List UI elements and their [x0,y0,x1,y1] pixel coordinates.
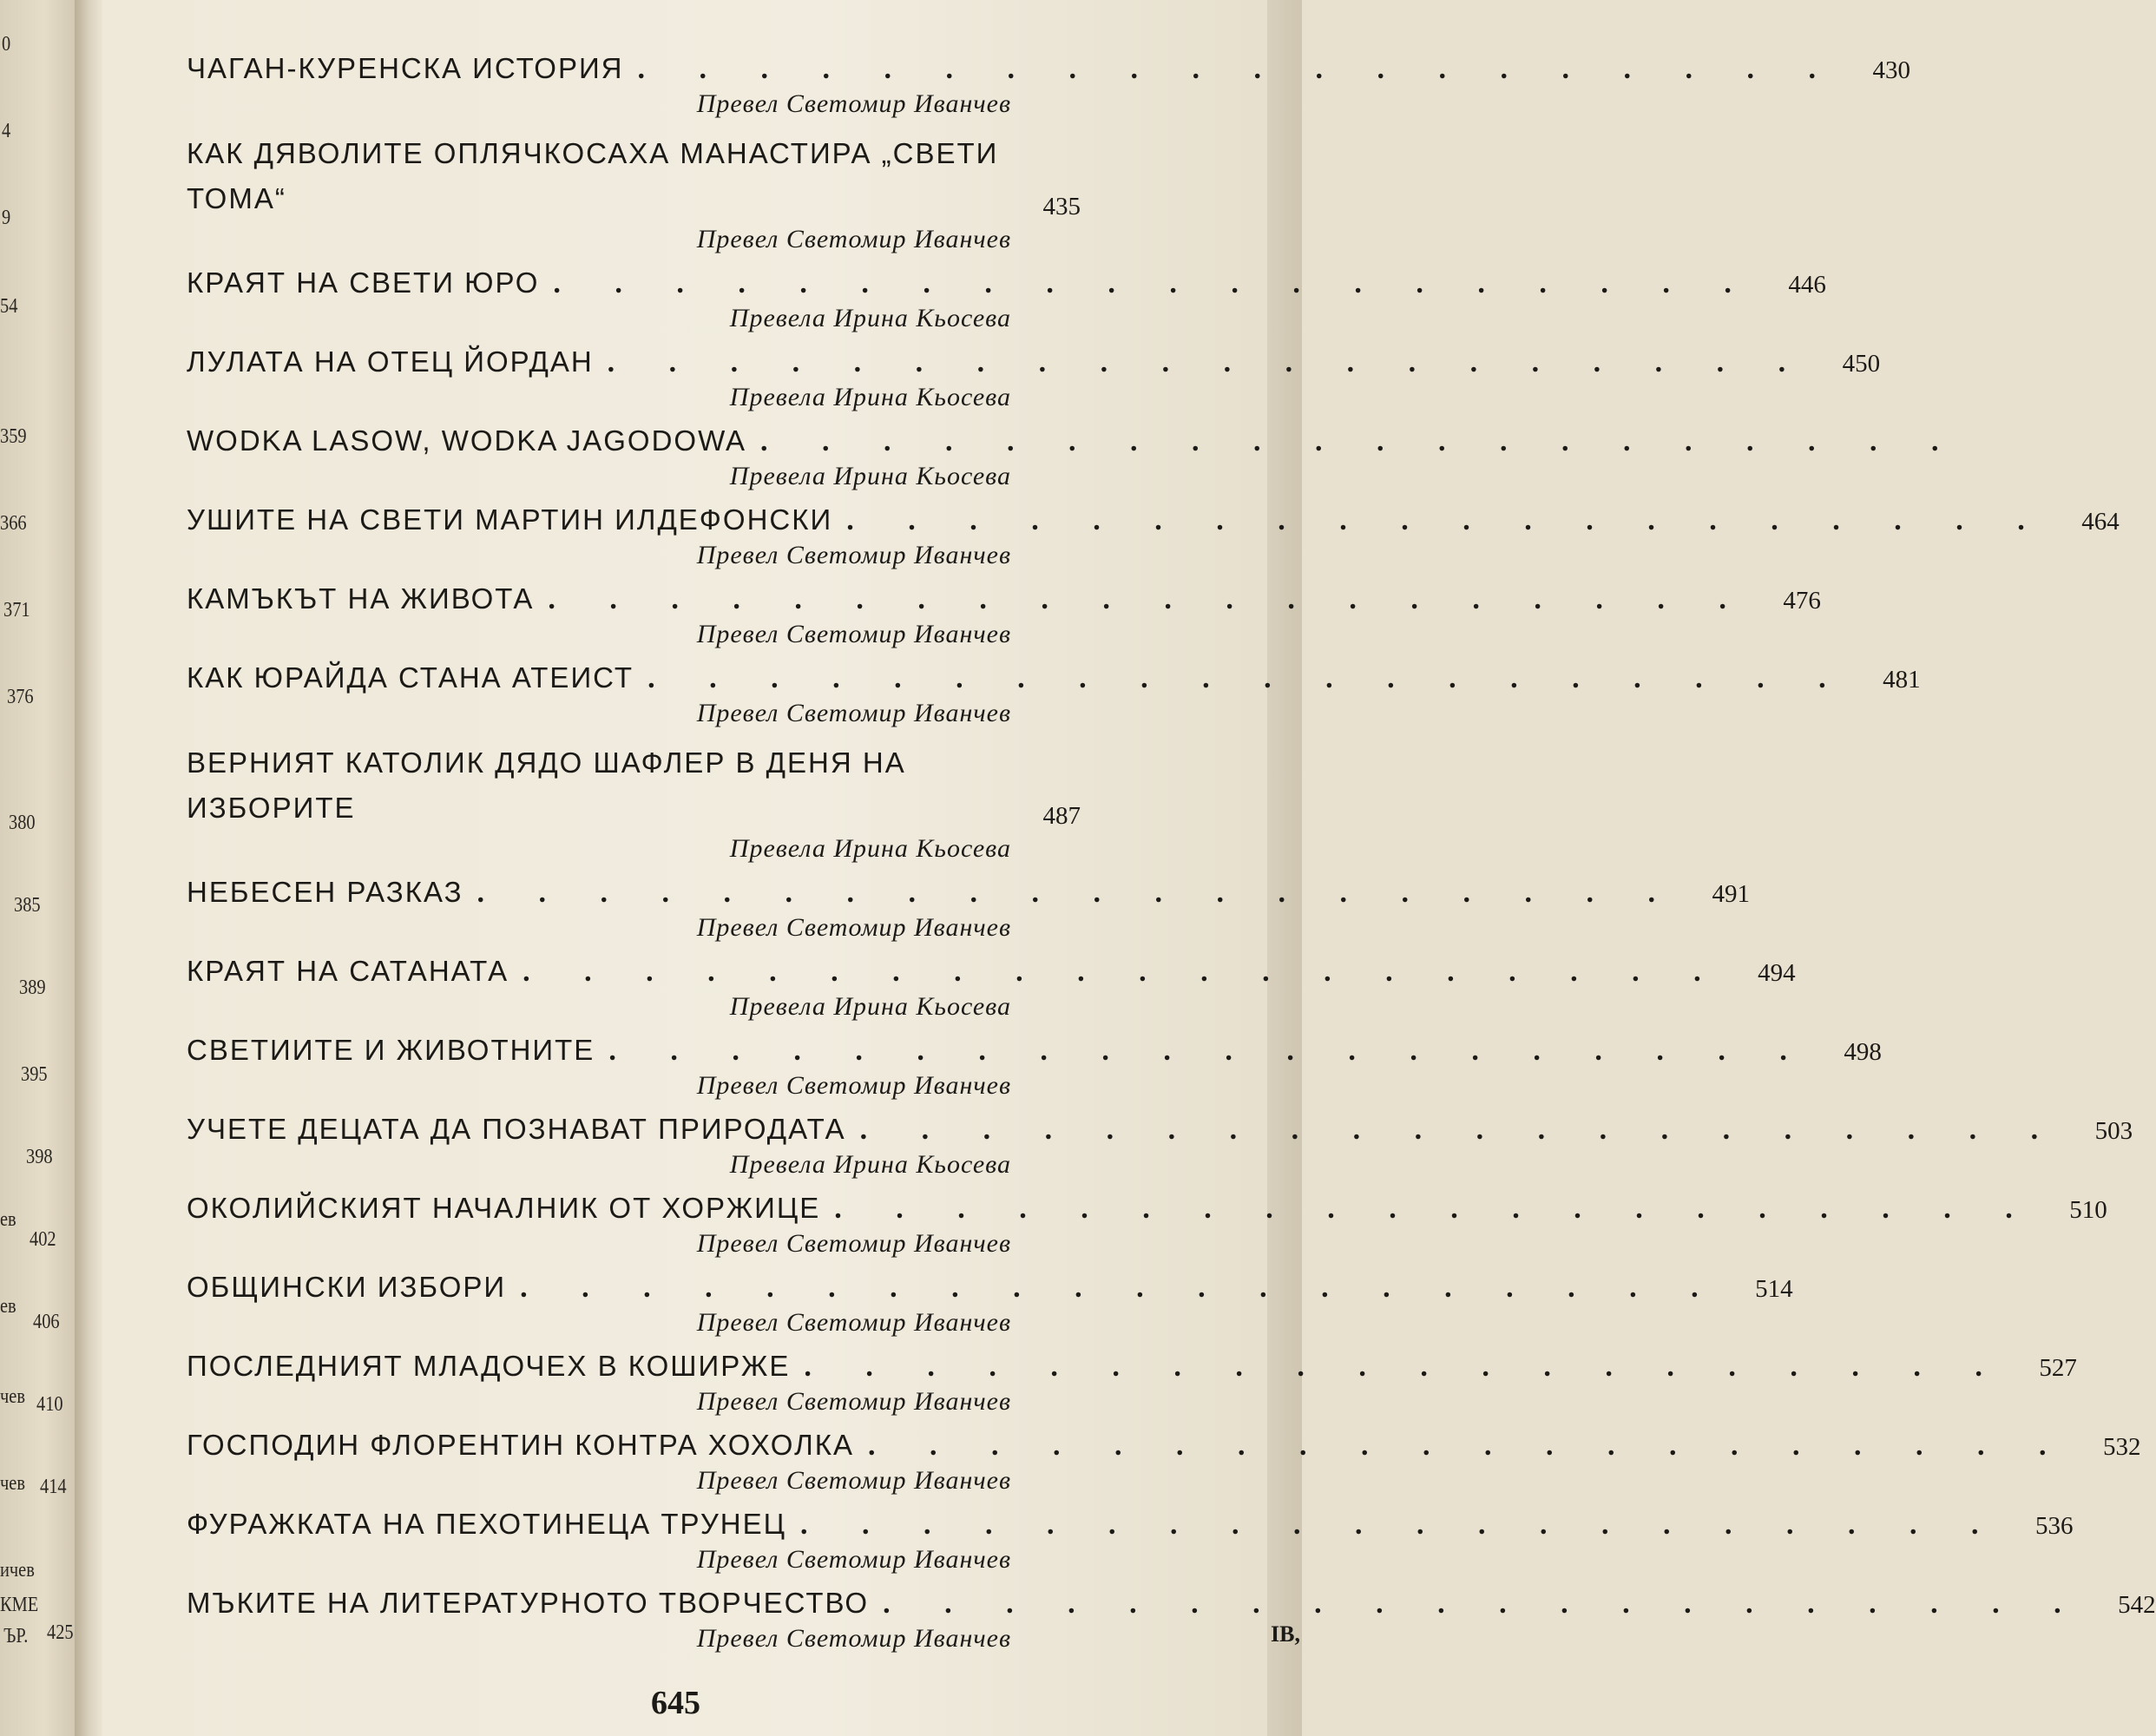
entry-page: 542 [2118,1591,2156,1619]
toc-entry [187,1192,2107,1259]
entry-title: ОКОЛИЙСКИЯТ НАЧАЛНИК ОТ ХОРЖИЦЕ [187,1192,821,1224]
entry-title: СВЕТИИТЕ И ЖИВОТНИТЕ [187,1034,595,1066]
leader-dots: . . . . . . . . . . . . . . . . . . . . [553,267,1755,299]
leader-dots: . . . . . . . . . . . . . . . . . . . . [523,956,1725,988]
toc-entry [187,876,1751,943]
entry-title: ЛУЛАТА НА ОТЕЦ ЙОРДАН [187,345,594,378]
leader-dots: . . . . . . . . . . . . . . . . . . . . [607,346,1810,378]
facing-page-number: 398 [26,1146,53,1168]
entry-page: 498 [1844,1038,1882,1066]
facing-page-number: 414 [40,1476,67,1498]
entry-title: КАК ДЯВОЛИТЕ ОПЛЯЧКОСАХА МАНАСТИРА „СВЕТИ ТОМА“ [187,137,999,214]
entry-translator: Превел Светомир Иванчев [696,89,1011,118]
leader-dots: . . . . . . . . . . . . . . . . . . . . [834,1193,2036,1225]
leader-dots: . . . . . . . . . . . . . . . . . . . . [760,425,1962,457]
entry-translator: Превел Светомир Иванчев [696,225,1011,253]
entry-page: 494 [1758,959,1796,987]
toc-entry [187,266,1826,333]
entry-translator: Превела Ирина Кьосева [729,992,1011,1021]
toc-entry [187,582,1821,649]
leader-dots: . . . . . . . . . . . . . . . . . . . . [883,1588,2085,1620]
entry-title: НЕБЕСЕН РАЗКАЗ [187,876,463,908]
entry-translator: Превел Светомир Иванчев [696,913,1011,942]
toc-entry [187,740,1185,864]
entry-page: 536 [2035,1512,2074,1540]
entry-page: 464 [2081,508,2120,536]
facing-page-fragment: чев [0,1385,25,1408]
entry-title: ГОСПОДИН ФЛОРЕНТИН КОНТРА ХОХОЛКА [187,1429,854,1461]
entry-page: 481 [1883,666,1921,694]
entry-page: 430 [1872,56,1911,84]
entry-translator: Превела Ирина Кьосева [729,383,1011,411]
entry-page: 510 [2069,1196,2107,1224]
toc-entry [187,503,2120,570]
facing-page-number: 410 [36,1393,63,1416]
leader-dots: . . . . . . . . . . . . . . . . . . . . [804,1351,2006,1383]
entry-title: КАМЪКЪТ НА ЖИВОТА [187,582,535,615]
entry-title: УШИТЕ НА СВЕТИ МАРТИН ИЛДЕФОНСКИ [187,503,833,536]
toc-entry [187,345,1881,412]
entry-page: 527 [2039,1354,2077,1382]
facing-page-number: 9 [2,207,11,229]
entry-translator: Превела Ирина Кьосева [729,304,1011,332]
entry-title: КРАЯТ НА СВЕТИ ЮРО [187,266,540,299]
facing-page-fragment: ев [0,1208,16,1231]
leader-dots: . . . . . . . . . . . . . . . . . . . . [859,1114,2062,1146]
facing-page-number: 395 [21,1063,48,1086]
toc-entry [187,1271,1793,1338]
entry-title: МЪКИТЕ НА ЛИТЕРАТУРНОТО ТВОРЧЕСТВО [187,1587,870,1619]
entry-title: КРАЯТ НА САТАНАТА [187,955,509,987]
facing-page-edge [0,0,80,1736]
facing-page-fragment: ичев [0,1559,35,1581]
entry-title: ЧАГАН-КУРЕНСКА ИСТОРИЯ [187,52,624,84]
entry-page: 532 [2103,1433,2141,1461]
facing-page-number: 359 [0,425,27,448]
leader-dots: . . . . . . . . . . . . . . . . . . . . [800,1509,2002,1541]
facing-page-number: 380 [9,812,36,834]
toc-entry [187,1350,2077,1417]
facing-page-fragment: КМЕ [0,1594,39,1616]
facing-page-number: 371 [3,599,30,621]
entry-translator: Превел Светомир Иванчев [696,1545,1011,1574]
toc-entry [187,131,1185,254]
leader-dots: . . . . . . . . . . . . . . . . . . . . [868,1430,2070,1462]
edge-text: ІВ, [1271,1621,1300,1647]
entry-title: КАК ЮРАЙДА СТАНА АТЕИСТ [187,661,634,694]
toc-entry [187,424,1962,491]
entry-title: ОБЩИНСКИ ИЗБОРИ [187,1271,507,1303]
facing-page-number: 0 [2,33,11,56]
entry-title: ФУРАЖКАТА НА ПЕХОТИНЕЦА ТРУНЕЦ [187,1508,787,1540]
leader-dots: . . . . . . . . . . . . . . . . . . . . [548,583,1750,615]
facing-page-number: 366 [0,512,27,535]
entry-translator: Превел Светомир Иванчев [696,1071,1011,1100]
entry-title: ПОСЛЕДНИЯТ МЛАДОЧЕХ В КОШИРЖЕ [187,1350,791,1382]
toc-entry [187,1034,1882,1101]
facing-page-fragment: ев [0,1295,16,1318]
facing-page-number: 402 [30,1228,56,1251]
toc-entry [187,955,1796,1022]
leader-dots: . . . . . . . . . . . . . . . . . . . . [637,53,1840,85]
entry-translator: Превел Светомир Иванчев [696,1308,1011,1337]
entry-translator: Превел Светомир Иванчев [696,699,1011,727]
facing-page-fragment: чев [0,1472,25,1495]
facing-page-number: 389 [19,976,46,999]
next-book-edge [1267,0,1302,1736]
entry-page: 514 [1755,1275,1793,1303]
entry-translator: Превел Светомир Иванчев [696,1466,1011,1495]
facing-page-number: 385 [14,894,41,917]
entry-page: 446 [1788,271,1826,299]
entry-translator: Превел Светомир Иванчев [696,1387,1011,1416]
facing-page-fragment: ЪР. [3,1625,29,1647]
facing-page-number: 406 [33,1311,60,1333]
toc-entry [187,1113,2133,1180]
facing-page-number: 54 [0,295,18,318]
entry-translator: Превел Светомир Иванчев [696,1624,1011,1653]
book-gutter [75,0,104,1736]
entry-page: 487 [1042,802,1081,830]
toc-entry [187,52,1911,119]
entry-title: ВЕРНИЯТ КАТОЛИК ДЯДО ШАФЛЕР В ДЕНЯ НА ИЗБОРИТЕ [187,746,906,824]
leader-dots: . . . . . . . . . . . . . . . . . . . . [647,662,1850,694]
entry-translator: Превела Ирина Кьосева [729,462,1011,490]
leader-dots: . . . . . . . . . . . . . . . . . . . . [846,504,2048,536]
entry-title: WODKA LASOW, WODKA JAGODOWA [187,424,747,457]
facing-page-number: 4 [2,120,11,142]
facing-page-number: 425 [47,1621,74,1644]
entry-translator: Превел Светомир Иванчев [696,620,1011,648]
toc-entry [187,661,1921,728]
leader-dots: . . . . . . . . . . . . . . . . . . . . [608,1035,1811,1067]
toc-entry [187,1429,2141,1496]
entry-translator: Превел Светомир Иванчев [696,1229,1011,1258]
entry-page: 435 [1042,193,1081,220]
entry-title: УЧЕТЕ ДЕЦАТА ДА ПОЗНАВАТ ПРИРОДАТА [187,1113,846,1145]
page-number: 645 [651,1685,700,1721]
entry-translator: Превел Светомир Иванчев [696,541,1011,569]
entry-translator: Превела Ирина Кьосева [729,834,1011,863]
facing-page-number: 376 [7,686,34,708]
leader-dots: . . . . . . . . . . . . . . . . . . . . [520,1272,1722,1304]
entry-translator: Превела Ирина Кьосева [729,1150,1011,1179]
entry-page: 450 [1842,350,1881,378]
entry-page: 503 [2094,1117,2133,1145]
leader-dots: . . . . . . . . . . . . . . . . . . . . [477,877,1679,909]
toc-entry [187,1508,2074,1575]
entry-page: 491 [1712,880,1751,908]
entry-page: 476 [1783,587,1821,615]
